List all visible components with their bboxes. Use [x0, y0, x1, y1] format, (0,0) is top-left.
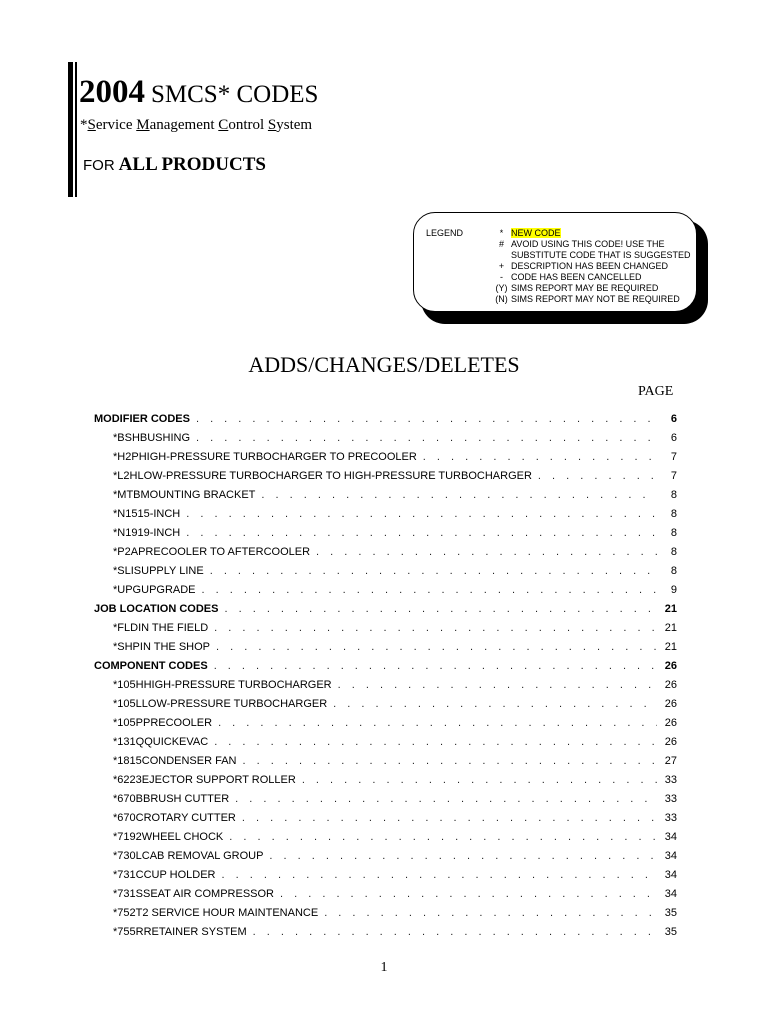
subtitle-part: anagement — [149, 117, 219, 133]
toc-row — [94, 466, 677, 485]
toc-leader-dots — [243, 755, 657, 767]
toc-code: *H2P — [113, 450, 139, 463]
toc-code: *752T — [113, 906, 143, 919]
toc-code: *N15 — [113, 507, 138, 520]
legend-row — [492, 283, 658, 294]
toc-page-number: 26 — [664, 735, 677, 748]
toc-page-number: 8 — [670, 564, 677, 577]
toc-leader-dots — [196, 432, 657, 444]
toc-leader-dots — [333, 698, 657, 710]
toc-page-number: 33 — [664, 792, 677, 805]
toc-code: *7192 — [113, 830, 142, 843]
toc-page-number: 34 — [664, 887, 677, 900]
toc-description: LOW-PRESSURE TURBOCHARGER TO HIGH-PRESSURE TURBOCHARGER — [137, 469, 532, 482]
toc-page-number: 6 — [670, 412, 677, 425]
legend-title: LEGEND — [426, 228, 464, 238]
legend-row — [492, 239, 665, 250]
legend-box — [413, 212, 697, 312]
toc-leader-dots — [324, 907, 657, 919]
toc-row — [94, 428, 677, 447]
toc-leader-dots — [210, 565, 657, 577]
legend-text: SIMS REPORT MAY NOT BE REQUIRED — [511, 294, 680, 304]
legend-symbol: * — [499, 228, 504, 238]
toc-description: CAB REMOVAL GROUP — [141, 849, 264, 862]
toc-code: *105P — [113, 716, 143, 729]
toc-leader-dots — [280, 888, 657, 900]
toc-page-number: 26 — [664, 716, 677, 729]
toc-leader-dots — [338, 679, 657, 691]
toc-row — [94, 694, 677, 713]
subtitle-part: ystem — [276, 117, 313, 133]
toc-description: CUP HOLDER — [143, 868, 216, 881]
toc-code: *BSH — [113, 431, 140, 444]
toc-row — [94, 504, 677, 523]
toc-description: QUICKEVAC — [144, 735, 209, 748]
toc-row — [94, 884, 677, 903]
toc-description: SUPPLY LINE — [133, 564, 204, 577]
toc-description: UPGRADE — [141, 583, 196, 596]
toc-row — [94, 827, 677, 846]
toc-leader-dots — [214, 660, 657, 672]
toc-row — [94, 618, 677, 637]
title-rule-thick — [68, 62, 73, 197]
subtitle-part: * — [80, 117, 88, 133]
legend-symbol: # — [498, 239, 504, 249]
toc-row — [94, 865, 677, 884]
toc-description: MOUNTING BRACKET — [140, 488, 256, 501]
toc-row — [94, 770, 677, 789]
toc-leader-dots — [196, 413, 657, 425]
toc-description: LOW-PRESSURE TURBOCHARGER — [141, 697, 328, 710]
toc-description: COMPONENT CODES — [94, 659, 208, 672]
document-title — [79, 74, 318, 111]
toc-row — [94, 447, 677, 466]
subtitle-part: S — [267, 117, 277, 133]
toc-code: *670C — [113, 811, 144, 824]
toc-code: *SHP — [113, 640, 140, 653]
toc-row — [94, 485, 677, 504]
toc-code: *UPG — [113, 583, 142, 596]
toc-row — [94, 637, 677, 656]
toc-row — [94, 808, 677, 827]
toc-page-number: 35 — [664, 925, 677, 938]
subtitle-part: ontrol — [228, 117, 268, 133]
toc-page-number: 34 — [664, 830, 677, 843]
document-subtitle — [80, 117, 312, 134]
toc-description: CONDENSER FAN — [141, 754, 237, 767]
toc-row — [94, 903, 677, 922]
legend-row — [492, 261, 668, 272]
toc-description: SEAT AIR COMPRESSOR — [142, 887, 274, 900]
toc-section-row — [94, 599, 677, 618]
toc-page-number: 26 — [664, 678, 677, 691]
toc-page-number: 35 — [664, 906, 677, 919]
title-rule-thin — [75, 62, 77, 197]
toc-code: *670B — [113, 792, 143, 805]
toc-description: ROTARY CUTTER — [143, 811, 236, 824]
legend-symbol: - — [500, 272, 503, 282]
toc-page-number: 33 — [664, 811, 677, 824]
toc-description: MODIFIER CODES — [94, 412, 190, 425]
legend-row — [492, 294, 680, 305]
toc-section-row — [94, 409, 677, 428]
toc-page-number: 8 — [670, 526, 677, 539]
toc-page-number: 21 — [664, 602, 677, 615]
toc-code: *FLD — [113, 621, 139, 634]
for-value: ALL PRODUCTS — [118, 154, 266, 175]
toc-row — [94, 561, 677, 580]
toc-page-number: 26 — [664, 659, 677, 672]
legend-symbol: (N) — [495, 294, 508, 304]
legend-text: AVOID USING THIS CODE! USE THE — [511, 239, 665, 249]
toc-row — [94, 675, 677, 694]
toc-page-number: 7 — [670, 450, 677, 463]
toc-leader-dots — [224, 603, 657, 615]
subtitle-part: ervice — [95, 117, 137, 133]
legend-text: DESCRIPTION HAS BEEN CHANGED — [511, 261, 669, 271]
toc-code: *6223 — [113, 773, 142, 786]
legend-symbol: + — [498, 261, 505, 271]
title-year: 2004 — [79, 74, 145, 110]
toc-description: BRUSH CUTTER — [142, 792, 230, 805]
toc-description: HIGH-PRESSURE TURBOCHARGER — [143, 678, 332, 691]
page-column-header: PAGE — [638, 384, 674, 399]
legend-text: SIMS REPORT MAY BE REQUIRED — [511, 283, 659, 293]
toc-row — [94, 732, 677, 751]
toc-description: PRECOOLER TO AFTERCOOLER — [138, 545, 311, 558]
toc-leader-dots — [423, 451, 657, 463]
toc-leader-dots — [235, 793, 657, 805]
toc-code: *105L — [113, 697, 142, 710]
toc-leader-dots — [202, 584, 657, 596]
legend-text: CODE HAS BEEN CANCELLED — [511, 272, 642, 282]
toc-page-number: 21 — [664, 640, 677, 653]
toc-page-number: 7 — [670, 469, 677, 482]
toc-page-number: 33 — [664, 773, 677, 786]
toc-code: *1815 — [113, 754, 142, 767]
section-heading: ADDS/CHANGES/DELETES — [248, 352, 520, 377]
toc-leader-dots — [253, 926, 657, 938]
toc-row — [94, 523, 677, 542]
legend-row — [492, 250, 691, 261]
toc-code: *SLI — [113, 564, 134, 577]
toc-row — [94, 751, 677, 770]
toc-row — [94, 542, 677, 561]
toc-code: *L2H — [113, 469, 138, 482]
toc-code: *P2A — [113, 545, 139, 558]
legend-text: SUBSTITUTE CODE THAT IS SUGGESTED — [511, 250, 691, 260]
toc-page-number: 8 — [670, 545, 677, 558]
toc-row — [94, 846, 677, 865]
toc-description: RETAINER SYSTEM — [143, 925, 247, 938]
toc-description: 15-INCH — [137, 507, 181, 520]
products-line — [83, 154, 266, 176]
toc-leader-dots — [214, 622, 657, 634]
toc-description: EJECTOR SUPPORT ROLLER — [141, 773, 296, 786]
for-label: FOR — [83, 157, 115, 174]
toc-leader-dots — [216, 641, 657, 653]
toc-row — [94, 789, 677, 808]
toc-page-number: 9 — [670, 583, 677, 596]
toc-description: IN THE SHOP — [139, 640, 210, 653]
toc-leader-dots — [242, 812, 657, 824]
toc-leader-dots — [269, 850, 657, 862]
toc-leader-dots — [302, 774, 657, 786]
legend-row — [492, 228, 561, 239]
toc-code: *MTB — [113, 488, 141, 501]
toc-page-number: 26 — [664, 697, 677, 710]
toc-row — [94, 713, 677, 732]
toc-description: IN THE FIELD — [138, 621, 209, 634]
toc-leader-dots — [218, 717, 657, 729]
subtitle-part: C — [218, 117, 229, 133]
toc-leader-dots — [222, 869, 657, 881]
toc-page-number: 8 — [670, 488, 677, 501]
toc-leader-dots — [316, 546, 657, 558]
toc-leader-dots — [186, 527, 657, 539]
legend-symbol: (Y) — [495, 283, 508, 293]
toc-leader-dots — [261, 489, 657, 501]
toc-leader-dots — [538, 470, 657, 482]
toc-section-row — [94, 656, 677, 675]
title-text: SMCS* CODES — [151, 81, 319, 108]
toc-description: 19-INCH — [137, 526, 181, 539]
toc-code: *131Q — [113, 735, 145, 748]
legend-row — [492, 272, 642, 283]
subtitle-part: M — [136, 117, 150, 133]
toc-page-number: 8 — [670, 507, 677, 520]
subtitle-part: S — [87, 117, 96, 133]
toc-leader-dots — [229, 831, 657, 843]
toc-description: BUSHING — [139, 431, 191, 444]
toc-page-number: 34 — [664, 849, 677, 862]
toc-page-number: 27 — [664, 754, 677, 767]
toc-page-number: 6 — [670, 431, 677, 444]
legend-text: NEW CODE — [511, 228, 561, 238]
toc-code: *755R — [113, 925, 144, 938]
toc-description: 2 SERVICE HOUR MAINTENANCE — [142, 906, 319, 919]
toc-row — [94, 922, 677, 941]
toc-leader-dots — [214, 736, 657, 748]
page-number: 1 — [380, 960, 388, 975]
toc-code: *N19 — [113, 526, 138, 539]
toc-code: *731S — [113, 887, 143, 900]
toc-leader-dots — [186, 508, 657, 520]
toc-code: *105H — [113, 678, 144, 691]
toc-row — [94, 580, 677, 599]
toc-description: HIGH-PRESSURE TURBOCHARGER TO PRECOOLER — [138, 450, 417, 463]
toc-code: *731C — [113, 868, 144, 881]
toc-description: WHEEL CHOCK — [141, 830, 224, 843]
toc-description: PRECOOLER — [142, 716, 213, 729]
toc-code: *730L — [113, 849, 142, 862]
toc-page-number: 34 — [664, 868, 677, 881]
toc-page-number: 21 — [664, 621, 677, 634]
toc-description: JOB LOCATION CODES — [94, 602, 219, 615]
